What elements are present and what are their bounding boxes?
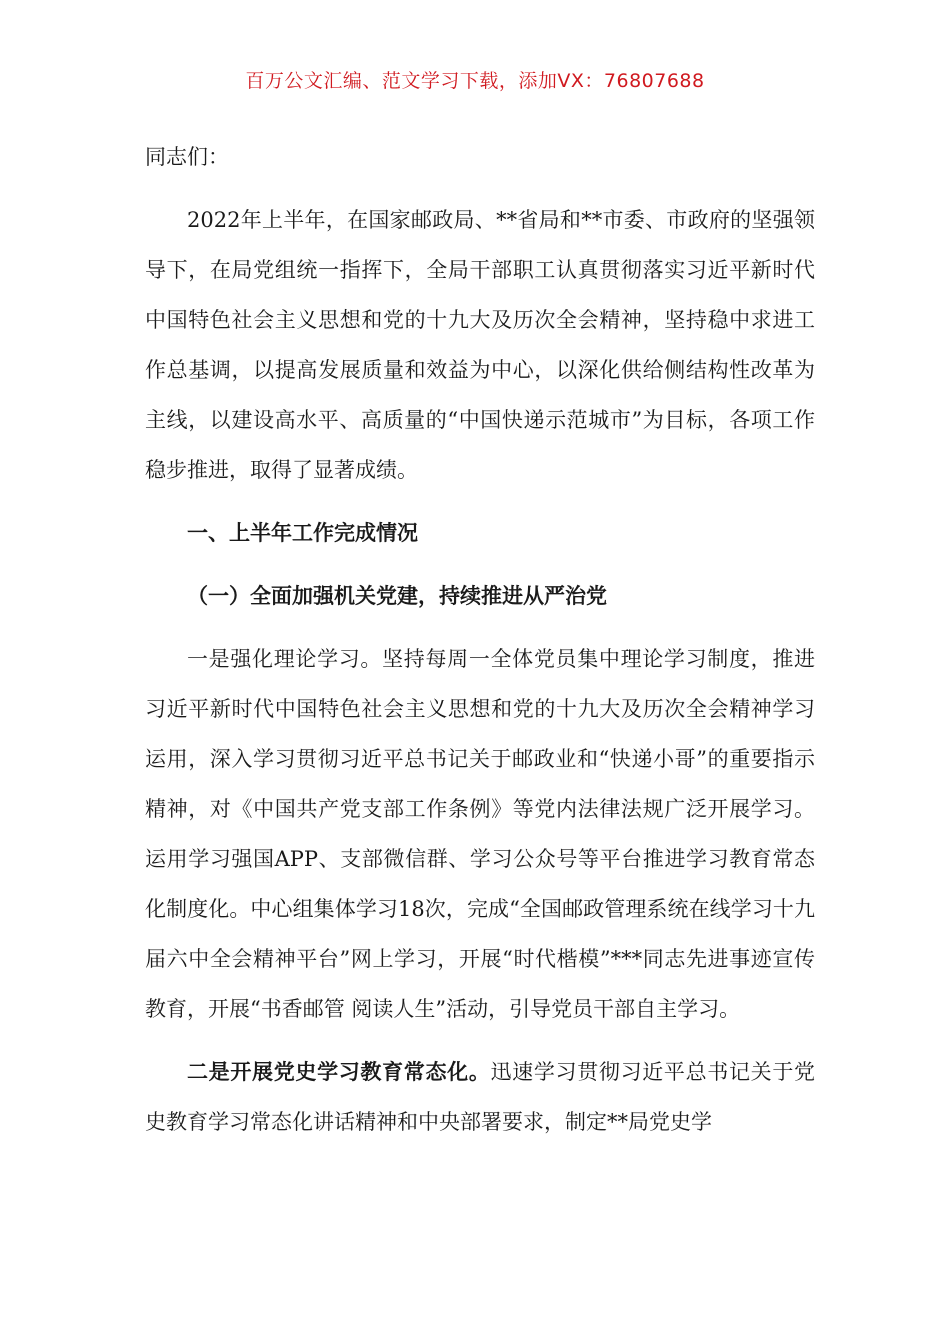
- intro-paragraph: 2022年上半年，在国家邮政局、**省局和**市委、市政府的坚强领导下，在局党组统一指挥下，全局干部职工认真贯彻落实习近平新时代中国特色社会主义思想和党的十九大及历次全会精神，坚持稳中求进工作总基调，以提高发展质量和效益为中心，以深化供给侧结构性改革为主线，以建设高水平、高质量的“中国快递示范城市”为目标，各项工作稳步推进，取得了显著成绩。: [145, 208, 815, 482]
- subsection-heading: （一）全面加强机关党建，持续推进从严治党: [187, 584, 607, 608]
- paragraph-body: 迅速学习贯彻习近平总书记关于党史教育学习常态化讲话精神和中央部署要求，制定**局党史学: [145, 1060, 815, 1134]
- document-body: [145, 132, 815, 1160]
- header-watermark: 百万公文汇编、范文学习下载，添加VX：76807688: [245, 70, 705, 92]
- section-heading: 一、上半年工作完成情况: [187, 521, 418, 545]
- paragraph-party-history: [145, 1047, 815, 1147]
- paragraph-lead: 二是开展党史学习教育常态化。: [187, 1060, 491, 1084]
- paragraph-theory-study: 一是强化理论学习。坚持每周一全体党员集中理论学习制度，推进习近平新时代中国特色社会主义思想和党的十九大及历次全会精神学习运用，深入学习贯彻习近平总书记关于邮政业和“快递小哥”的重要指示精神，对《中国共产党支部工作条例》等党内法律法规广泛开展学习。运用学习强国APP、支部微信群、学习公众号等平台推进学习教育常态化制度化。中心组集体学习18次，完成“全国邮政管理系统在线学习十九届六中全会精神平台”网上学习，开展“时代楷模”***同志先进事迹宣传教育，开展“书香邮管 阅读人生”活动，引导党员干部自主学习。: [145, 647, 815, 1021]
- salutation: 同志们：: [145, 145, 229, 169]
